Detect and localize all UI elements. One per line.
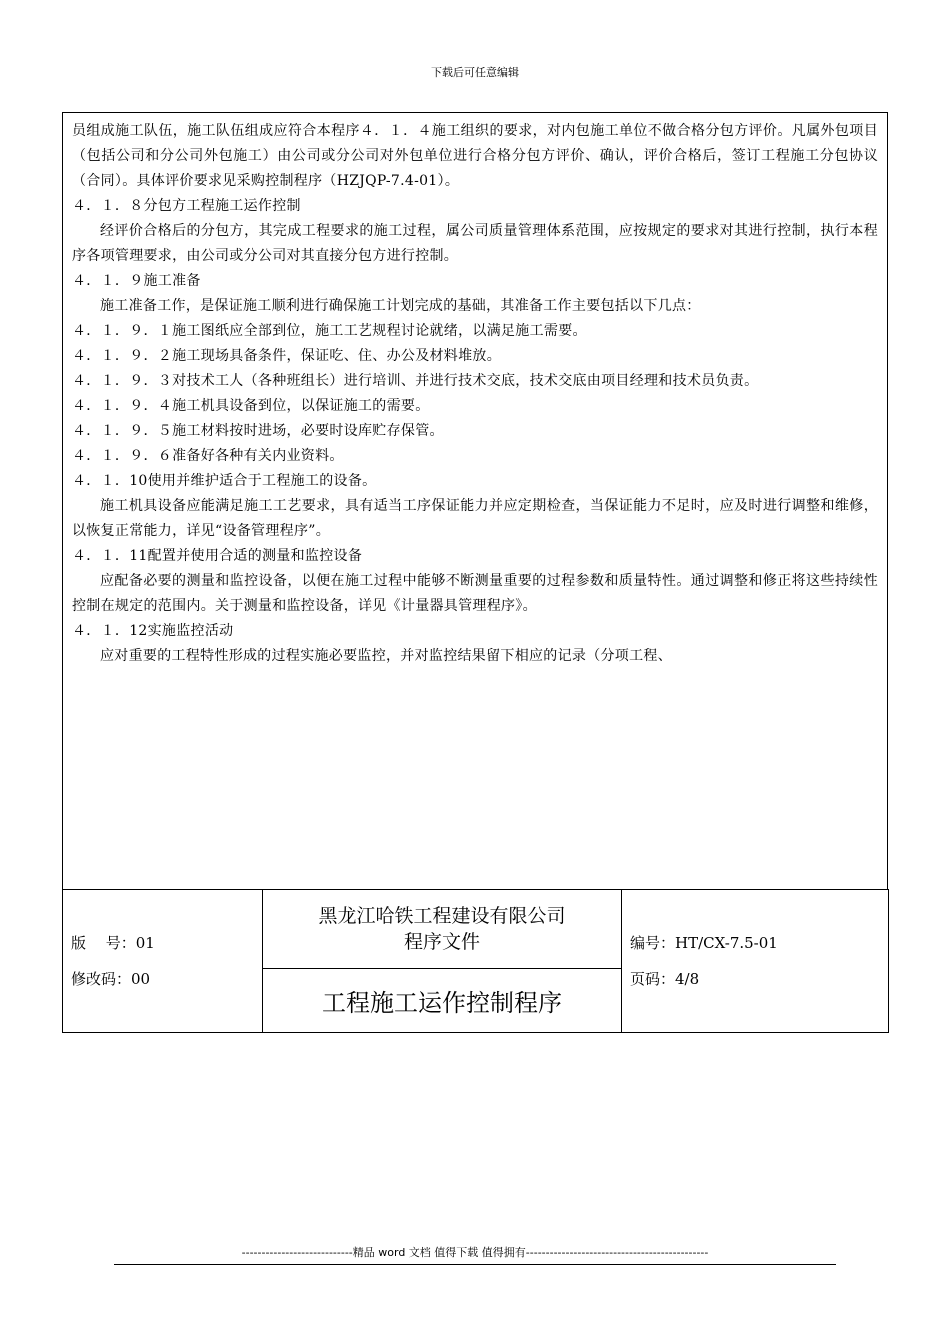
download-note: 下载后可任意编辑 <box>431 66 519 79</box>
footer-note: ----------------------------精品 word 文档 值得下载 值得拥有---------------------------------------------- <box>241 1246 709 1259</box>
doc-number: 编号：HT/CX-7.5-01 <box>630 934 778 952</box>
version-info-cell <box>63 890 263 1033</box>
footer-rule <box>114 1264 836 1265</box>
company-cell <box>263 890 622 969</box>
list-item: ４．１．９．４施工机具设备到位，以保证施工的需要。 <box>72 398 430 414</box>
document-body <box>62 112 888 889</box>
list-item: ４．１．９．２施工现场具备条件，保证吃、住、办公及材料堆放。 <box>72 348 501 364</box>
paragraph: 经评价合格后的分包方，其完成工程要求的施工过程，属公司质量管理体系范围，应按规定的要求对其进行控制，执行本程序各项管理要求，由公司或分公司对其直接分包方进行控制。 <box>72 223 878 264</box>
document-footer-table <box>62 889 889 1033</box>
list-item: ４．１．９．５施工材料按时进场，必要时设库贮存保管。 <box>72 423 444 439</box>
doc-title: 工程施工运作控制程序 <box>263 969 622 1033</box>
list-item: ４．１．９．１施工图纸应全部到位，施工工艺规程讨论就绪，以满足施工需要。 <box>72 323 587 339</box>
list-item: ４．１．９．３对技术工人（各种班组长）进行培训、并进行技术交底，技术交底由项目经理和技术员负责。 <box>72 373 759 389</box>
paragraph: 应配备必要的测量和监控设备，以便在施工过程中能够不断测量重要的过程参数和质量特性。通过调整和修正将这些持续性控制在规定的范围内。关于测量和监控设备，详见《计量器具管理程序》。 <box>72 573 878 614</box>
page-number: 页码：4/8 <box>630 970 700 988</box>
paragraph: 员组成施工队伍，施工队伍组成应符合本程序４．１．４施工组织的要求，对内包施工单位不做合格分包方评价。凡属外包项目（包括公司和分公司外包施工）由公司或分公司对外包单位进行合格分包方评价、确认，评价合格后，签订工程施工分包协议（合同）。具体评价要求见采购控制程序（HZJQP-7.4-01）。 <box>72 123 878 189</box>
section-heading: ４．１．８分包方工程施工运作控制 <box>72 198 301 214</box>
company-name: 黑龙江哈铁工程建设有限公司 <box>318 905 566 927</box>
doc-meta-cell <box>622 890 889 1033</box>
section-heading: ４．１．９施工准备 <box>72 273 201 289</box>
paragraph: 施工机具设备应能满足施工工艺要求，具有适当工序保证能力并应定期检查，当保证能力不足时，应及时进行调整和维修，以恢复正常能力，详见“设备管理程序”。 <box>72 498 878 539</box>
section-heading: ４．１．11配置并使用合适的测量和监控设备 <box>72 548 363 564</box>
paragraph: 应对重要的工程特性形成的过程实施必要监控，并对监控结果留下相应的记录（分项工程、 <box>100 648 672 664</box>
doc-type: 程序文件 <box>403 931 480 953</box>
list-item: ４．１．９．６准备好各种有关内业资料。 <box>72 448 344 464</box>
paragraph: 施工准备工作，是保证施工顺利进行确保施工计划完成的基础，其准备工作主要包括以下几点： <box>100 298 701 314</box>
version-number: 版 号：01 <box>71 934 155 952</box>
section-heading: ４．１．12实施监控活动 <box>72 623 234 639</box>
section-heading: ４．１．10使用并维护适合于工程施工的设备。 <box>72 473 377 489</box>
revision-code: 修改码：00 <box>71 970 151 988</box>
